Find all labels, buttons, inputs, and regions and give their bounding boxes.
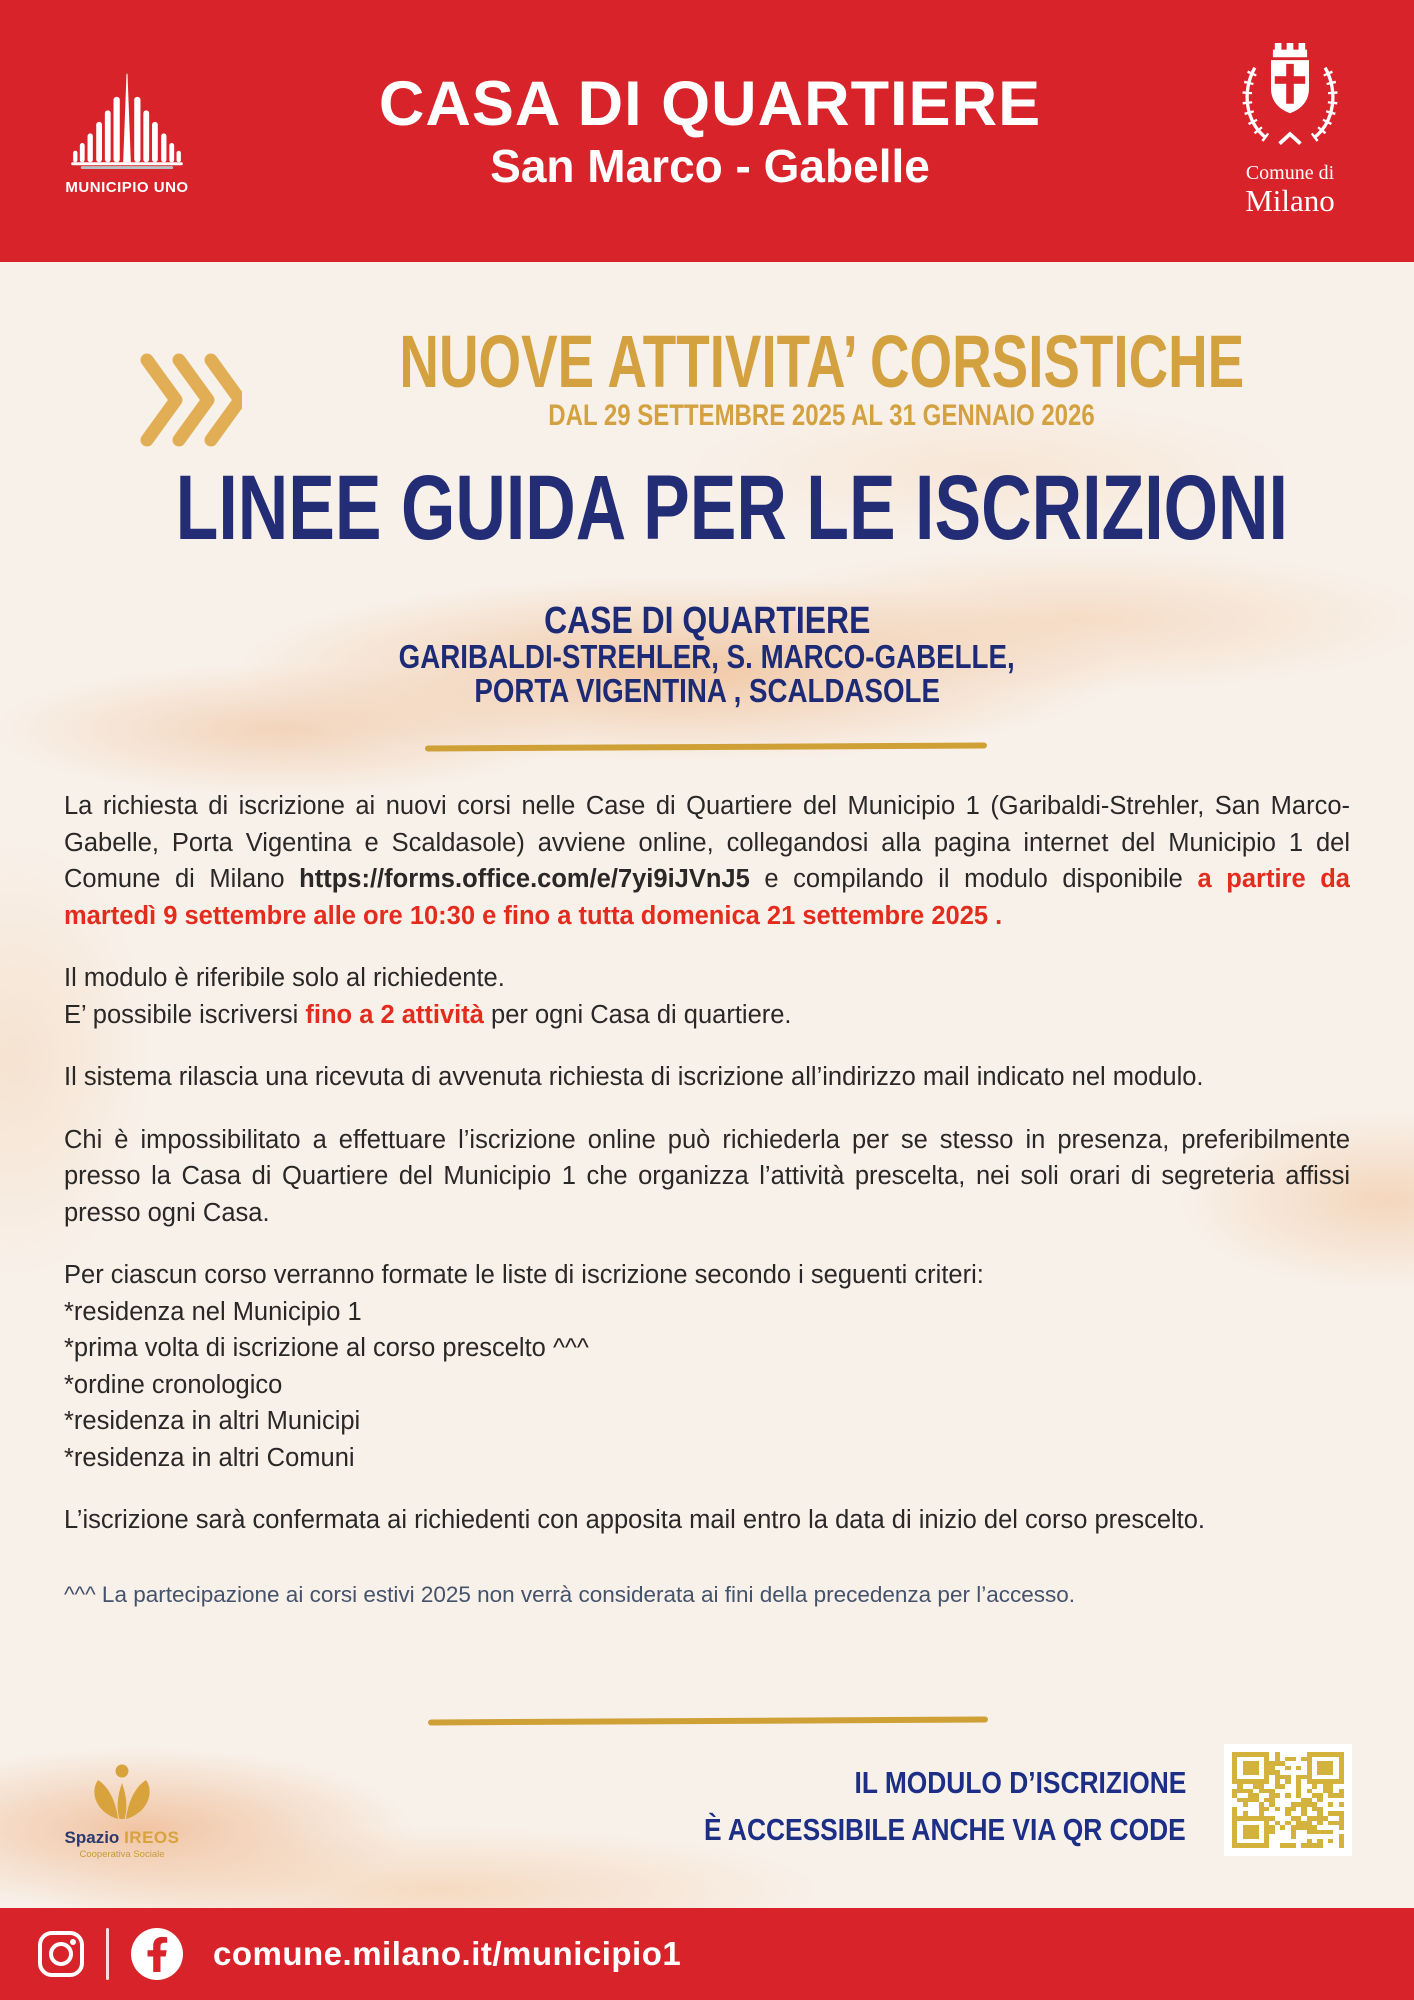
municipio-uno-dome-icon [66,68,188,170]
municipio-uno-logo [48,68,206,196]
kicker-title: NUOVE ATTIVITA’ CORSISTICHE [399,320,1245,403]
criteria-paragraph: Per ciascun corso verranno formate le liste di iscrizione secondo i seguenti criteri: *residenza nel Municipio 1 *prima volta di iscrizione al corso prescelto ^^^ *ordine cronologico *residenza in altri Municipi *residenza in altri Comuni [64,1257,1350,1476]
triple-chevron-right-icon [138,348,242,452]
qr-caption-line: IL MODULO D’ISCRIZIONE [854,1765,1186,1800]
header [0,0,1414,262]
receipt-paragraph: Il sistema rilascia una ricevuta di avvenuta richiesta di iscrizione all’indirizzo mail indicato nel modulo. [64,1063,1204,1091]
offline-registration-paragraph: Chi è impossibilitato a effettuare l’iscrizione online può richiederla per se stesso in presenza, preferibilmente presso la Casa di Quartiere del Municipio 1 che organizza l’attività prescelta, nei soli orari di segreteria affissi presso ogni Casa. [64,1125,1350,1227]
footer [0,1908,1414,2000]
houses-heading: CASE DI QUARTIERE [543,600,871,642]
footer-url[interactable]: comune.milano.it/municipio1 [213,1935,682,1972]
header-title-block [206,69,1214,192]
comune-milano-logo [1214,43,1366,219]
instagram-icon[interactable] [36,1929,86,1979]
qr-caption [619,1762,1186,1856]
registration-form-url[interactable]: https://forms.office.com/e/7yi9iJVnJ5 [299,865,750,893]
spazio-ireos-logo [50,1763,194,1860]
qr-pattern [1232,1752,1344,1848]
gold-divider [425,743,987,752]
page-subtitle: San Marco - Gabelle [490,140,930,192]
footnote: ^^^ La partecipazione ai corsi estivi 2025 non verrà considerata ai fini della precedenza per l’accesso. [64,1581,1075,1607]
facebook-icon[interactable] [129,1926,185,1982]
qr-caption-line: È ACCESSIBILE ANCHE VIA QR CODE [704,1812,1186,1847]
criteria-item: *prima volta di iscrizione al corso prescelto ^^^ [64,1334,589,1362]
ireos-name: Spazio IREOS [64,1828,180,1847]
criteria-item: *ordine cronologico [64,1370,283,1399]
intro-paragraph: La richiesta di iscrizione ai nuovi corsi nelle Case di Quartiere del Municipio 1 (Garibaldi-Strehler, San Marco-Gabelle, Porta Vigentina e Scaldasole) avviene online, collegandosi alla pagina internet del Municipio 1 del Comune di Milano https://forms.office.com/e/7yi9iJVnJ5 e compilando il modulo disponibile a partire da martedì 9 settembre alle ore 10:30 e fino a tutta domenica 21 settembre 2025 . [64,792,1350,930]
footer-divider [106,1928,109,1980]
registration-window-text: a partire da martedì 9 settembre alle ore 10:30 e fino a tutta domenica 21 settembre 2025 . [64,865,1350,930]
kicker-block [230,320,1414,432]
ireos-tagline: Cooperativa Sociale [79,1849,165,1860]
criteria-item: *residenza nel Municipio 1 [64,1297,362,1326]
criteria-item: *residenza in altri Comuni [64,1443,355,1472]
comune-milano-crest-icon [1237,43,1343,155]
houses-line: PORTA VIGENTINA , SCALDASOLE [474,672,940,709]
qr-code [1224,1744,1352,1856]
module-rules-paragraph: Il modulo è riferibile solo al richiedente. E’ possibile iscriversi fino a 2 attività per ogni Casa di quartiere. [64,964,792,1029]
max-activities-text: fino a 2 attività [305,1000,484,1029]
municipio-uno-label: MUNICIPIO UNO [65,179,189,196]
page-title: CASA DI QUARTIERE [378,69,1042,139]
confirmation-paragraph: L’iscrizione sarà confermata ai richiedenti con apposita mail entro la data di inizio del corso prescelto. [64,1506,1206,1534]
main-title: LINEE GUIDA PER LE ISCRIZIONI [175,457,1288,559]
comune-label-line2: Milano [1245,183,1335,218]
body-text [64,788,1350,1639]
criteria-item: *residenza in altri Municipi [64,1407,361,1435]
ireos-flower-icon [85,1763,159,1821]
houses-line: GARIBALDI-STREHLER, S. MARCO-GABELLE, [398,638,1015,675]
comune-label-line1: Comune di [1245,162,1335,184]
gold-divider [428,1717,988,1726]
houses-subheading [0,602,1414,708]
kicker-dates: DAL 29 SETTEMBRE 2025 AL 31 GENNAIO 2026 [548,399,1096,432]
